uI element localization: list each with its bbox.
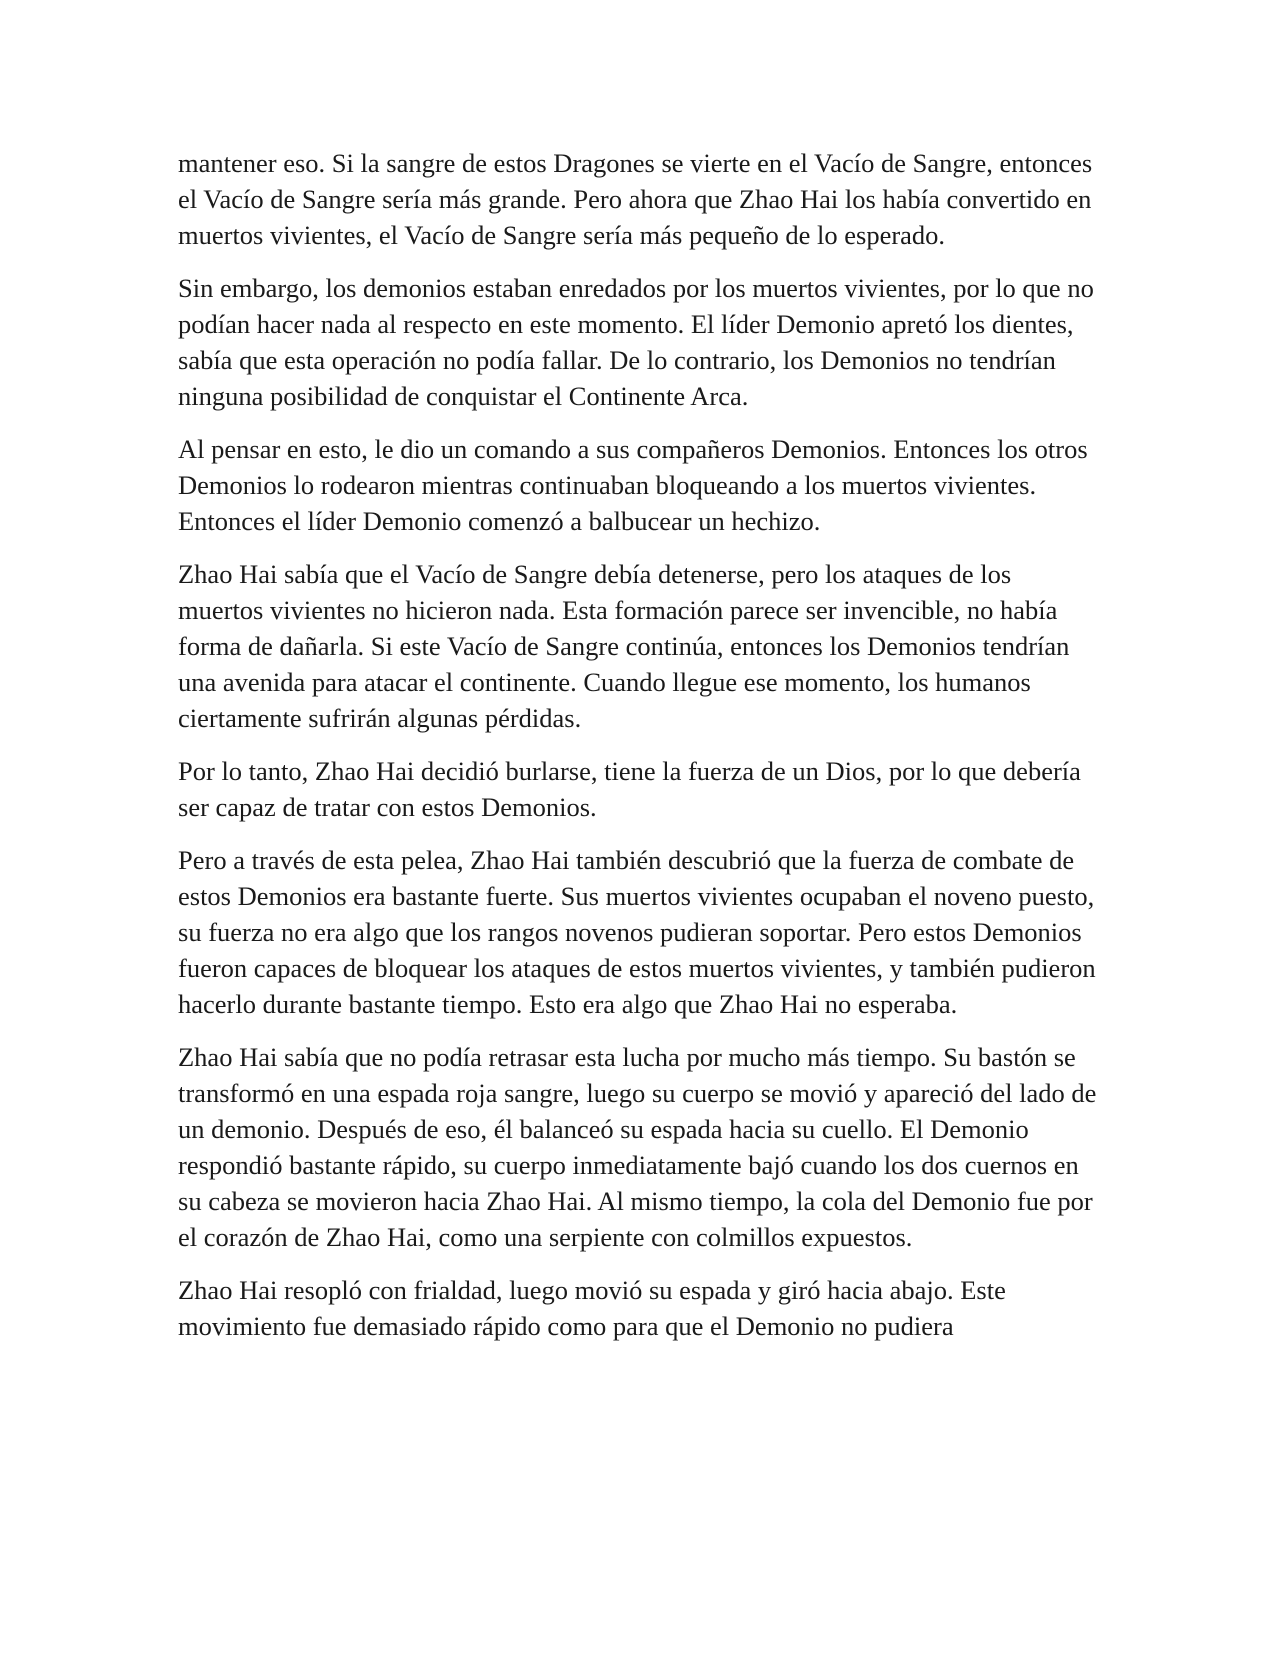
paragraph-8: Zhao Hai resopló con frialdad, luego movió su espada y giró hacia abajo. Este movimiento fue demasiado rápido como para que el Demonio no pudiera [178, 1275, 1006, 1341]
paragraph-6: Pero a través de esta pelea, Zhao Hai también descubrió que la fuerza de combate de estos Demonios era bastante fuerte. Sus muertos vivientes ocupaban el noveno puesto, su fuerza no era algo que los rangos novenos pudieran soportar. Pero estos Demonios fueron capaces de bloquear los ataques de estos muertos vivientes, y también pudieron hacerlo durante bastante tiempo. Esto era algo que Zhao Hai no esperaba. [178, 845, 1096, 1019]
paragraph-2: Sin embargo, los demonios estaban enredados por los muertos vivientes, por lo que no podían hacer nada al respecto en este momento. El líder Demonio apretó los dientes, sabía que esta operación no podía fallar. De lo contrario, los Demonios no tendrían ninguna posibilidad de conquistar el Continente Arca. [178, 273, 1094, 411]
paragraph-4: Zhao Hai sabía que el Vacío de Sangre debía detenerse, pero los ataques de los muertos vivientes no hicieron nada. Esta formación parece ser invencible, no había forma de dañarla. Si este Vacío de Sangre continúa, entonces los Demonios tendrían una avenida para atacar el continente. Cuando llegue ese momento, los humanos ciertamente sufrirán algunas pérdidas. [178, 559, 1070, 733]
paragraph-7: Zhao Hai sabía que no podía retrasar esta lucha por mucho más tiempo. Su bastón se transformó en una espada roja sangre, luego su cuerpo se movió y apareció del lado de un demonio. Después de eso, él balanceó su espada hacia su cuello. El Demonio respondió bastante rápido, su cuerpo inmediatamente bajó cuando los dos cuernos en su cabeza se movieron hacia Zhao Hai. Al mismo tiempo, la cola del Demonio fue por el corazón de Zhao Hai, como una serpiente con colmillos expuestos. [178, 1042, 1097, 1252]
paragraph-3: Al pensar en esto, le dio un comando a sus compañeros Demonios. Entonces los otros Demonios lo rodearon mientras continuaban bloqueando a los muertos vivientes. Entonces el líder Demonio comenzó a balbucear un hechizo. [178, 434, 1088, 536]
paragraph-5: Por lo tanto, Zhao Hai decidió burlarse, tiene la fuerza de un Dios, por lo que debería ser capaz de tratar con estos Demonios. [178, 756, 1081, 822]
paragraph-1: mantener eso. Si la sangre de estos Dragones se vierte en el Vacío de Sangre, entonces el Vacío de Sangre sería más grande. Pero ahora que Zhao Hai los había convertido en muertos vivientes, el Vacío de Sangre sería más pequeño de lo esperado. [178, 148, 1093, 250]
